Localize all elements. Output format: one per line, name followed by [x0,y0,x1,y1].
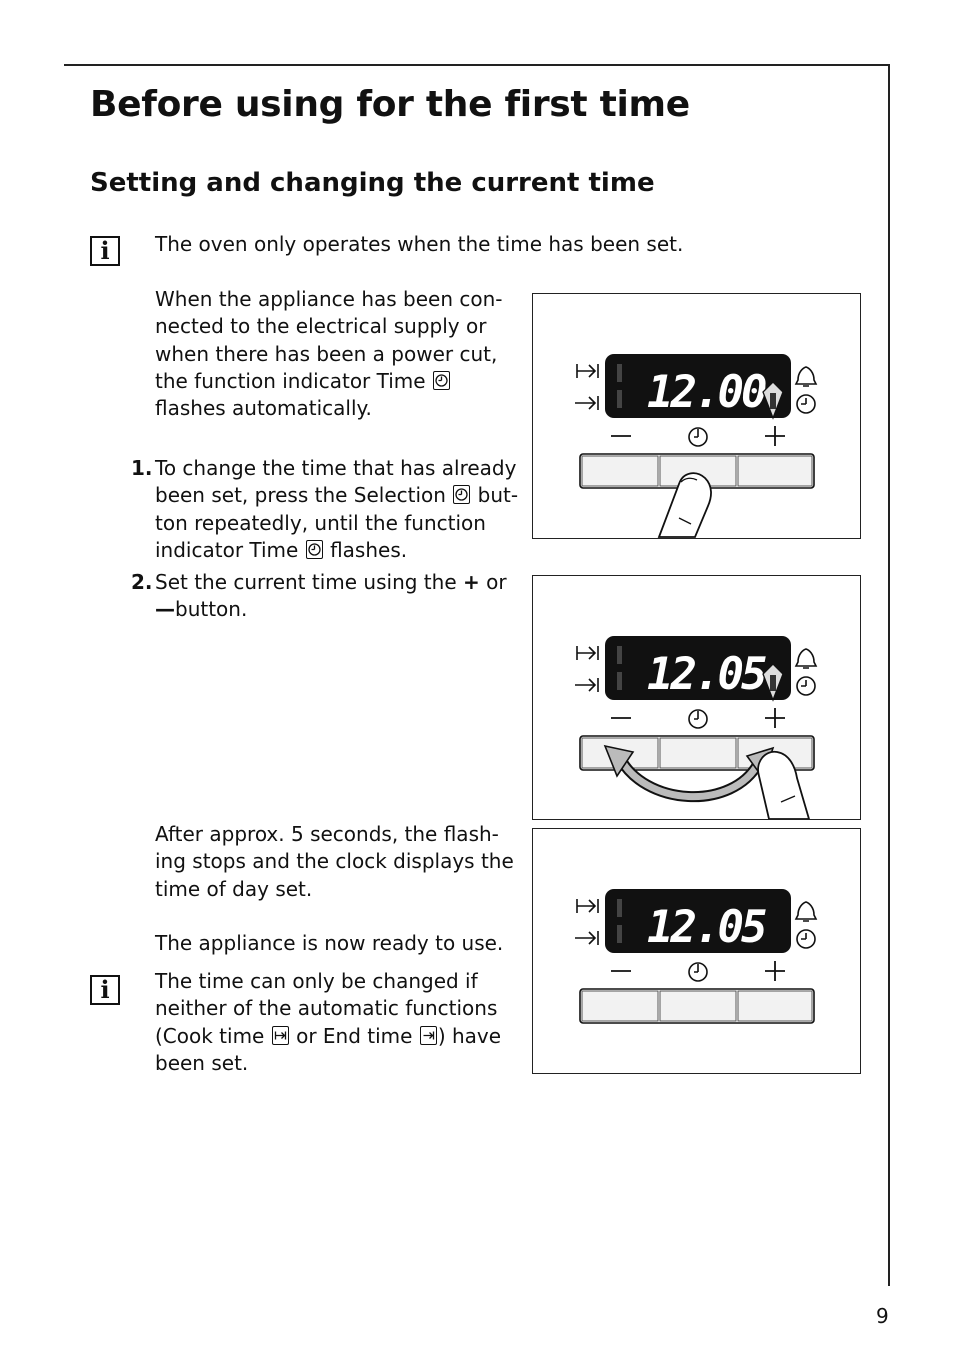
plus-icon: + [463,570,480,594]
ready-text: The appliance is now ready to use. [155,931,504,955]
end-time-icon [575,396,598,410]
step-number: 2. [131,570,153,594]
section-title: Setting and changing the current time [90,168,655,198]
step-1-text [155,455,518,564]
text-line: Set the current time using the + or [155,570,507,594]
text-line: When the appliance has been con- [155,287,503,311]
time-clock-icon [306,540,323,559]
text-line: been set. [155,1050,249,1075]
oven-panel-figure-2 [532,575,861,820]
text-line: After approx. 5 seconds, the flash- [155,822,499,846]
text-line: indicator Time flashes. [155,537,408,562]
oven-panel-figure-1 [532,293,861,539]
cook-time-icon [272,1026,289,1045]
text-line: ing stops and the clock displays the [155,849,514,874]
text-line: (Cook time or End time ) have [155,1023,502,1048]
text-line: when there has been a power cut, [155,341,498,366]
text-line: flashes automatically. [155,396,372,421]
text-line: nected to the electrical supply or [155,314,487,339]
plus-icon [765,961,785,981]
step-number: 1. [131,456,153,480]
page-number: 9 [876,1304,889,1328]
text-line: ton repeatedly, until the function [155,510,486,535]
time-clock-icon [433,371,450,390]
cook-time-icon [577,899,598,913]
bell-icon [796,902,816,921]
end-time-icon [575,931,598,945]
info-icon: i [90,236,120,266]
cook-time-icon [577,364,598,378]
note-text: The oven only operates when the time has been set. [155,232,684,256]
oven-panel-figure-3 [532,828,861,1074]
cook-time-icon [577,646,598,660]
plus-icon [765,708,785,728]
end-time-icon [420,1026,437,1045]
minus-icon: — [155,597,175,622]
top-rule [64,64,890,66]
note-2-text [155,968,501,1077]
time-readout: 12.05 [647,649,765,700]
text-line: time of day set. [155,876,313,901]
time-readout: 12.05 [647,902,765,953]
text-line: The time can only be changed if [155,969,478,993]
text-line: To change the time that has already [155,456,517,480]
text-line: —button. [155,597,248,622]
bell-icon [796,649,816,668]
plus-icon [765,426,785,446]
text-line: the function indicator Time [155,368,503,395]
info-icon: i [90,975,120,1005]
intro-paragraph [155,286,503,422]
after-paragraph [155,821,514,903]
step-2-text [155,569,507,624]
text-line: been set, press the Selection but- [155,483,519,508]
selection-clock-icon [453,485,470,504]
bell-icon [796,367,816,386]
right-rule [888,64,890,1286]
end-time-icon [575,678,598,692]
text-line: neither of the automatic functions [155,996,498,1021]
page-title: Before using for the first time [90,84,690,125]
time-readout: 12.00 [647,367,765,418]
